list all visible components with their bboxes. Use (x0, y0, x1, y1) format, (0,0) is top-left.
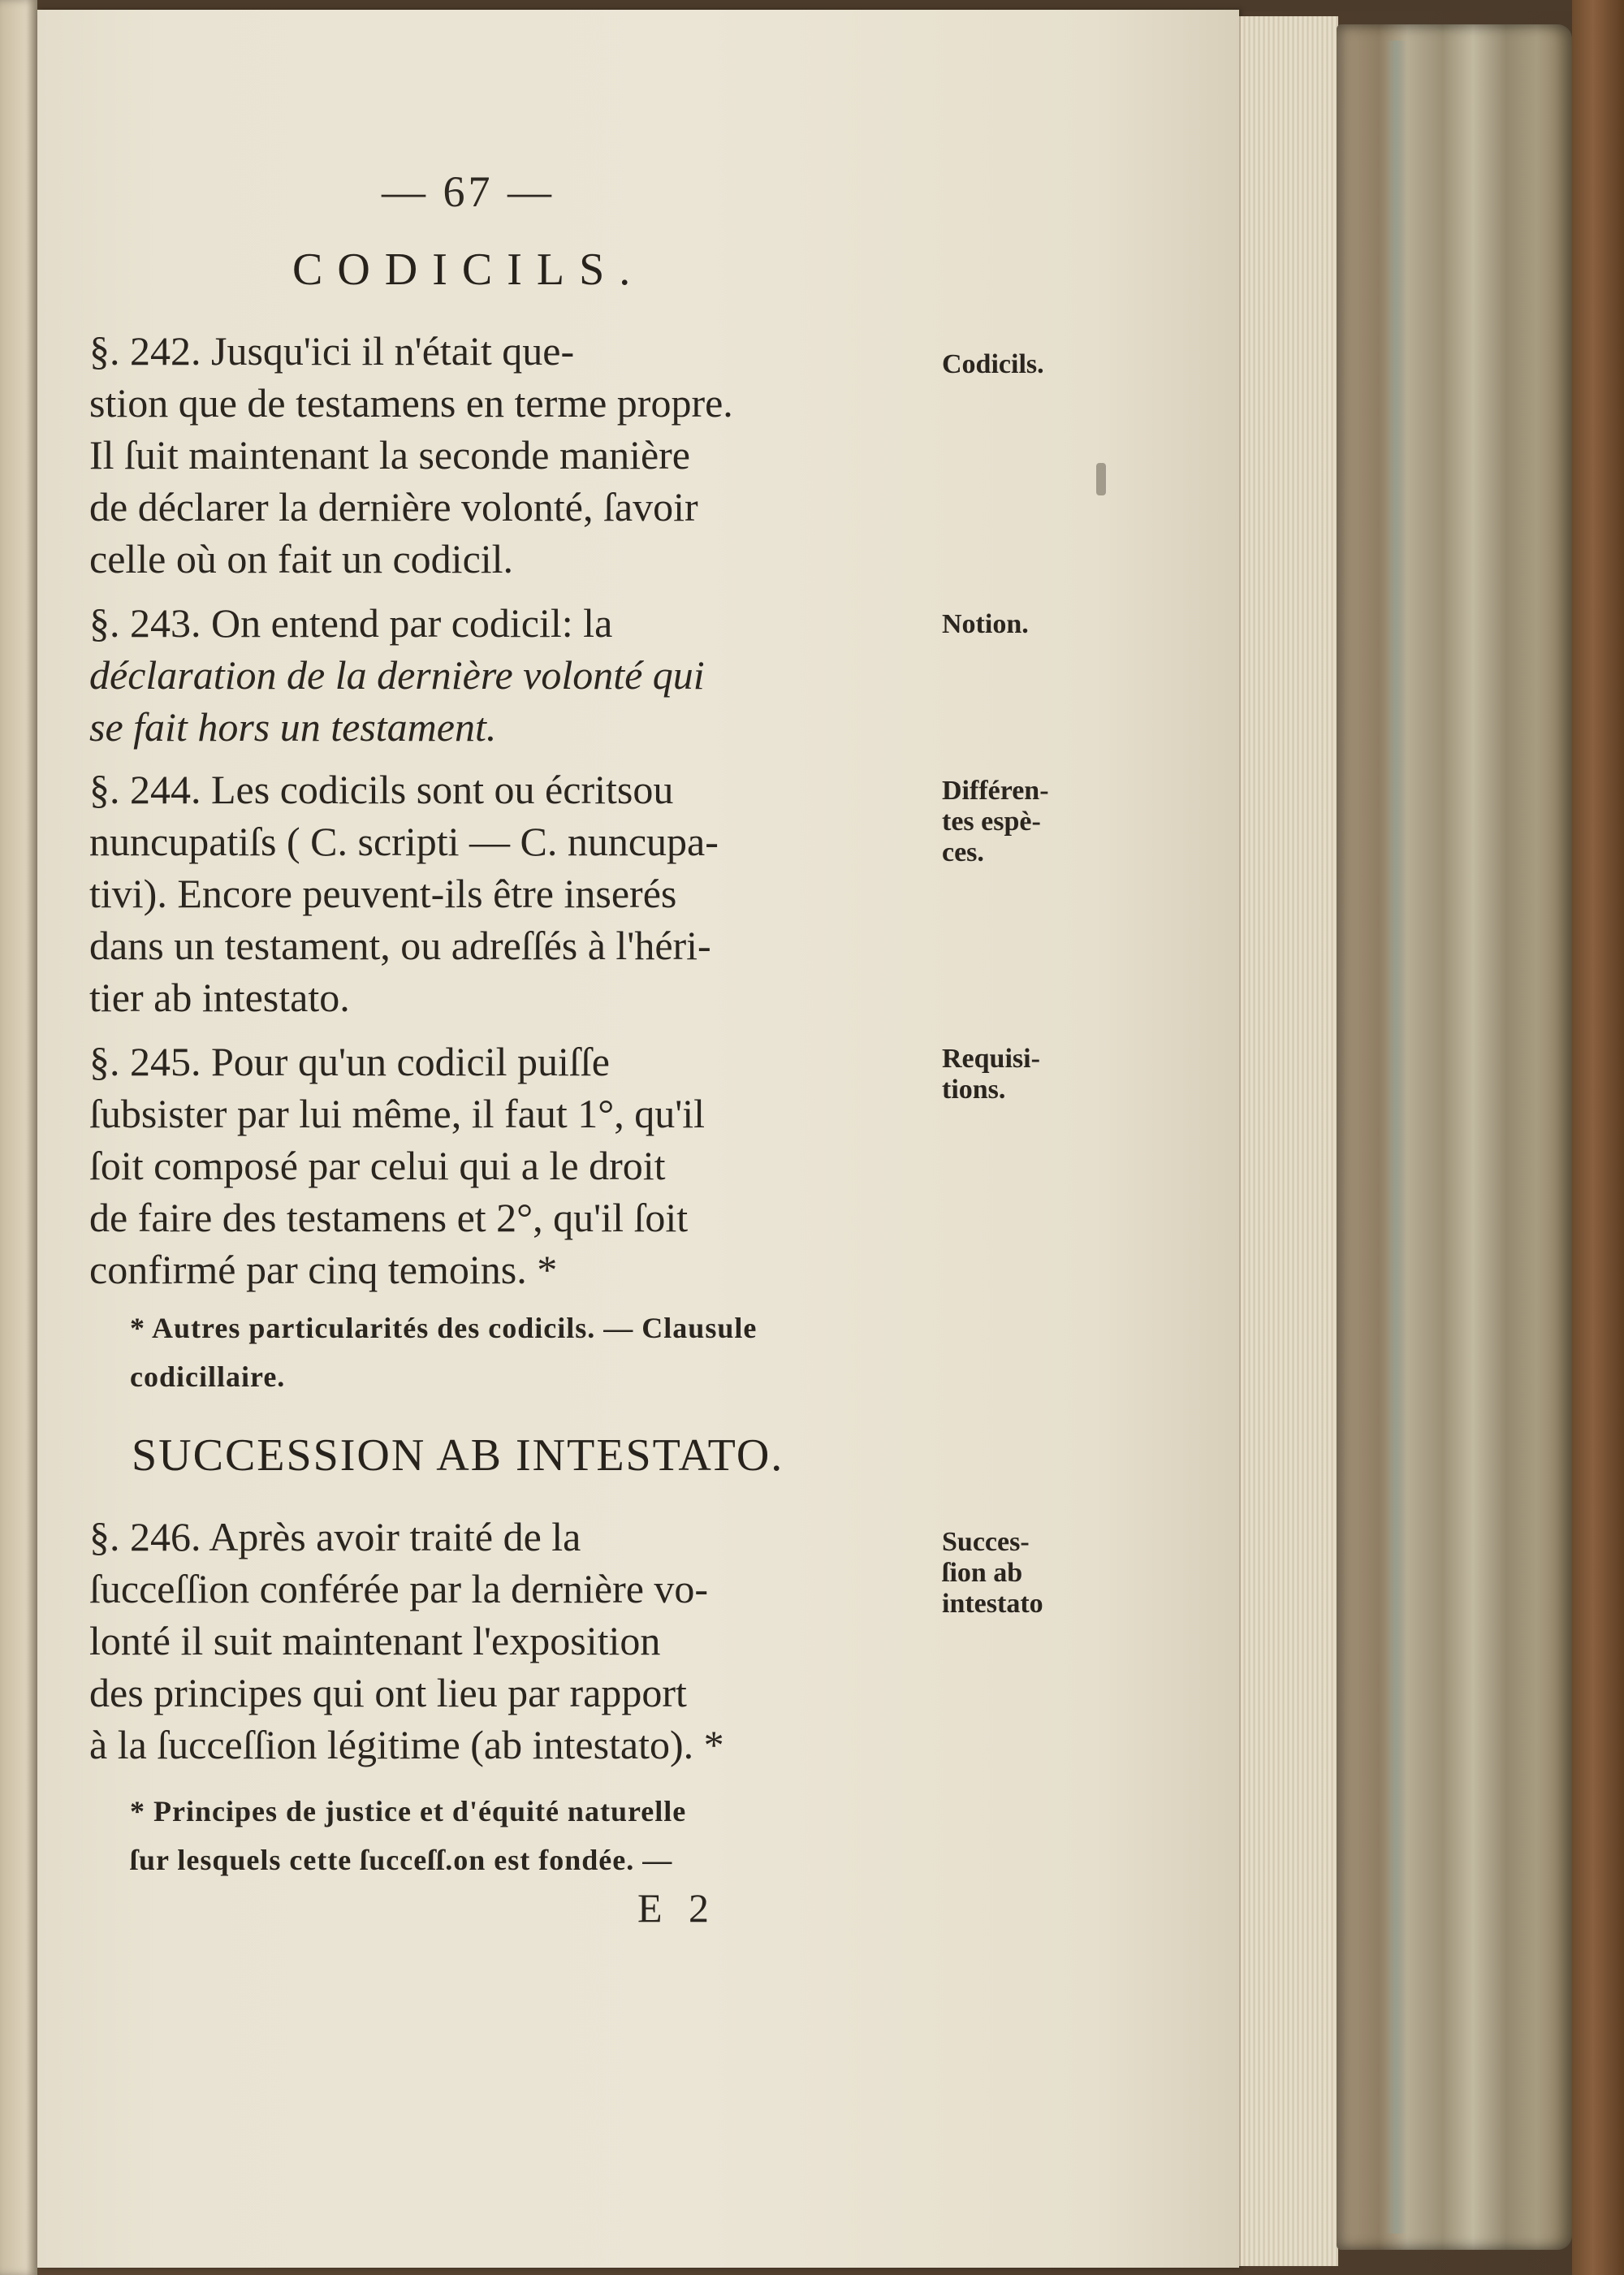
text-line: tivi). Encore peuvent-ils être inserés (89, 871, 677, 916)
signature-mark: E 2 (637, 1885, 718, 1931)
margin-note-line: Différen- (942, 776, 1049, 806)
footnote-codicils (130, 1304, 934, 1401)
text-line: Il ſuit maintenant la seconde manière (89, 432, 690, 478)
margin-note-succession (942, 1527, 1080, 1620)
margin-note-line: ces. (942, 837, 984, 867)
margin-note-line: tions. (942, 1075, 1006, 1105)
footnote-line: ſur lesquels cette ſucceſſ.on est fondée. — (130, 1844, 673, 1876)
margin-note-requisitions (942, 1044, 1080, 1105)
paragraph-243 (89, 597, 934, 753)
previous-page-edge (0, 0, 37, 2275)
margin-note-line: ſion ab (942, 1558, 1023, 1588)
section-title-succession: SUCCESSION AB INTESTATO. (132, 1430, 784, 1481)
margin-note-line: Codicils. (942, 349, 1044, 379)
footnote-line: * Principes de justice et d'équité naturelle (130, 1795, 687, 1827)
text-line: §. 245. Pour qu'un codicil puiſſe (89, 1039, 610, 1084)
margin-note-line: Succes- (942, 1527, 1030, 1557)
text-line: ſubsister par lui même, il faut 1°, qu'il (89, 1091, 706, 1136)
text-line: ſoit composé par celui qui a le droit (89, 1143, 666, 1188)
text-line: de déclarer la dernière volonté, ſavoir (89, 484, 698, 530)
text-line: des principes qui ont lieu par rapport (89, 1670, 687, 1715)
text-line: confirmé par cinq temoins. * (89, 1247, 558, 1292)
footnote-succession (130, 1787, 934, 1884)
margin-note-line: tes espè- (942, 807, 1041, 837)
text-line: §. 246. Après avoir traité de la (89, 1514, 581, 1559)
section-title-codicils: CODICILS. (292, 244, 646, 295)
paragraph-246 (89, 1511, 934, 1771)
fore-edge (1337, 24, 1572, 2250)
margin-note-line: intestato (942, 1589, 1043, 1619)
margin-note-differences (942, 776, 1080, 868)
text-line: celle où on fait un codicil. (89, 536, 514, 582)
text-line: déclaration de la dernière volonté qui (89, 652, 705, 698)
text-line: dans un testament, ou adreſſés à l'héri- (89, 923, 711, 968)
text-line: nuncupatiſs ( C. scripti — C. nuncupa- (89, 819, 719, 864)
text-line: §. 243. On entend par codicil: la (89, 600, 613, 646)
text-line: §. 244. Les codicils sont ou écritsou (89, 767, 674, 812)
text-line: de faire des testamens et 2°, qu'il ſoit (89, 1195, 689, 1240)
paragraph-245 (89, 1036, 934, 1295)
text-line: lonté il suit maintenant l'exposition (89, 1618, 661, 1663)
margin-note-line: Notion. (942, 609, 1029, 639)
paragraph-244 (89, 763, 934, 1023)
text-line: ſucceſſion conférée par la dernière vo- (89, 1566, 709, 1611)
footnote-line: codicillaire. (130, 1360, 286, 1393)
ink-smudge (1096, 463, 1106, 495)
text-line: stion que de testamens en terme propre. (89, 380, 733, 426)
text-line: tier ab intestato. (89, 975, 350, 1020)
paragraph-242 (89, 325, 934, 585)
page-number: — 67 — (382, 167, 555, 216)
text-line: se fait hors un testament. (89, 704, 497, 750)
margin-note-line: Requisi- (942, 1044, 1040, 1074)
leather-binding (1572, 0, 1624, 2275)
text-line: à la ſucceſſion légitime (ab intestato). * (89, 1722, 724, 1767)
footnote-line: * Autres particularités des codicils. — Clausule (130, 1312, 758, 1344)
text-line: §. 242. Jusqu'ici il n'était que- (89, 328, 575, 374)
margin-note-codicils (942, 349, 1080, 380)
page-stack (1239, 16, 1338, 2266)
margin-note-notion (942, 609, 1080, 640)
